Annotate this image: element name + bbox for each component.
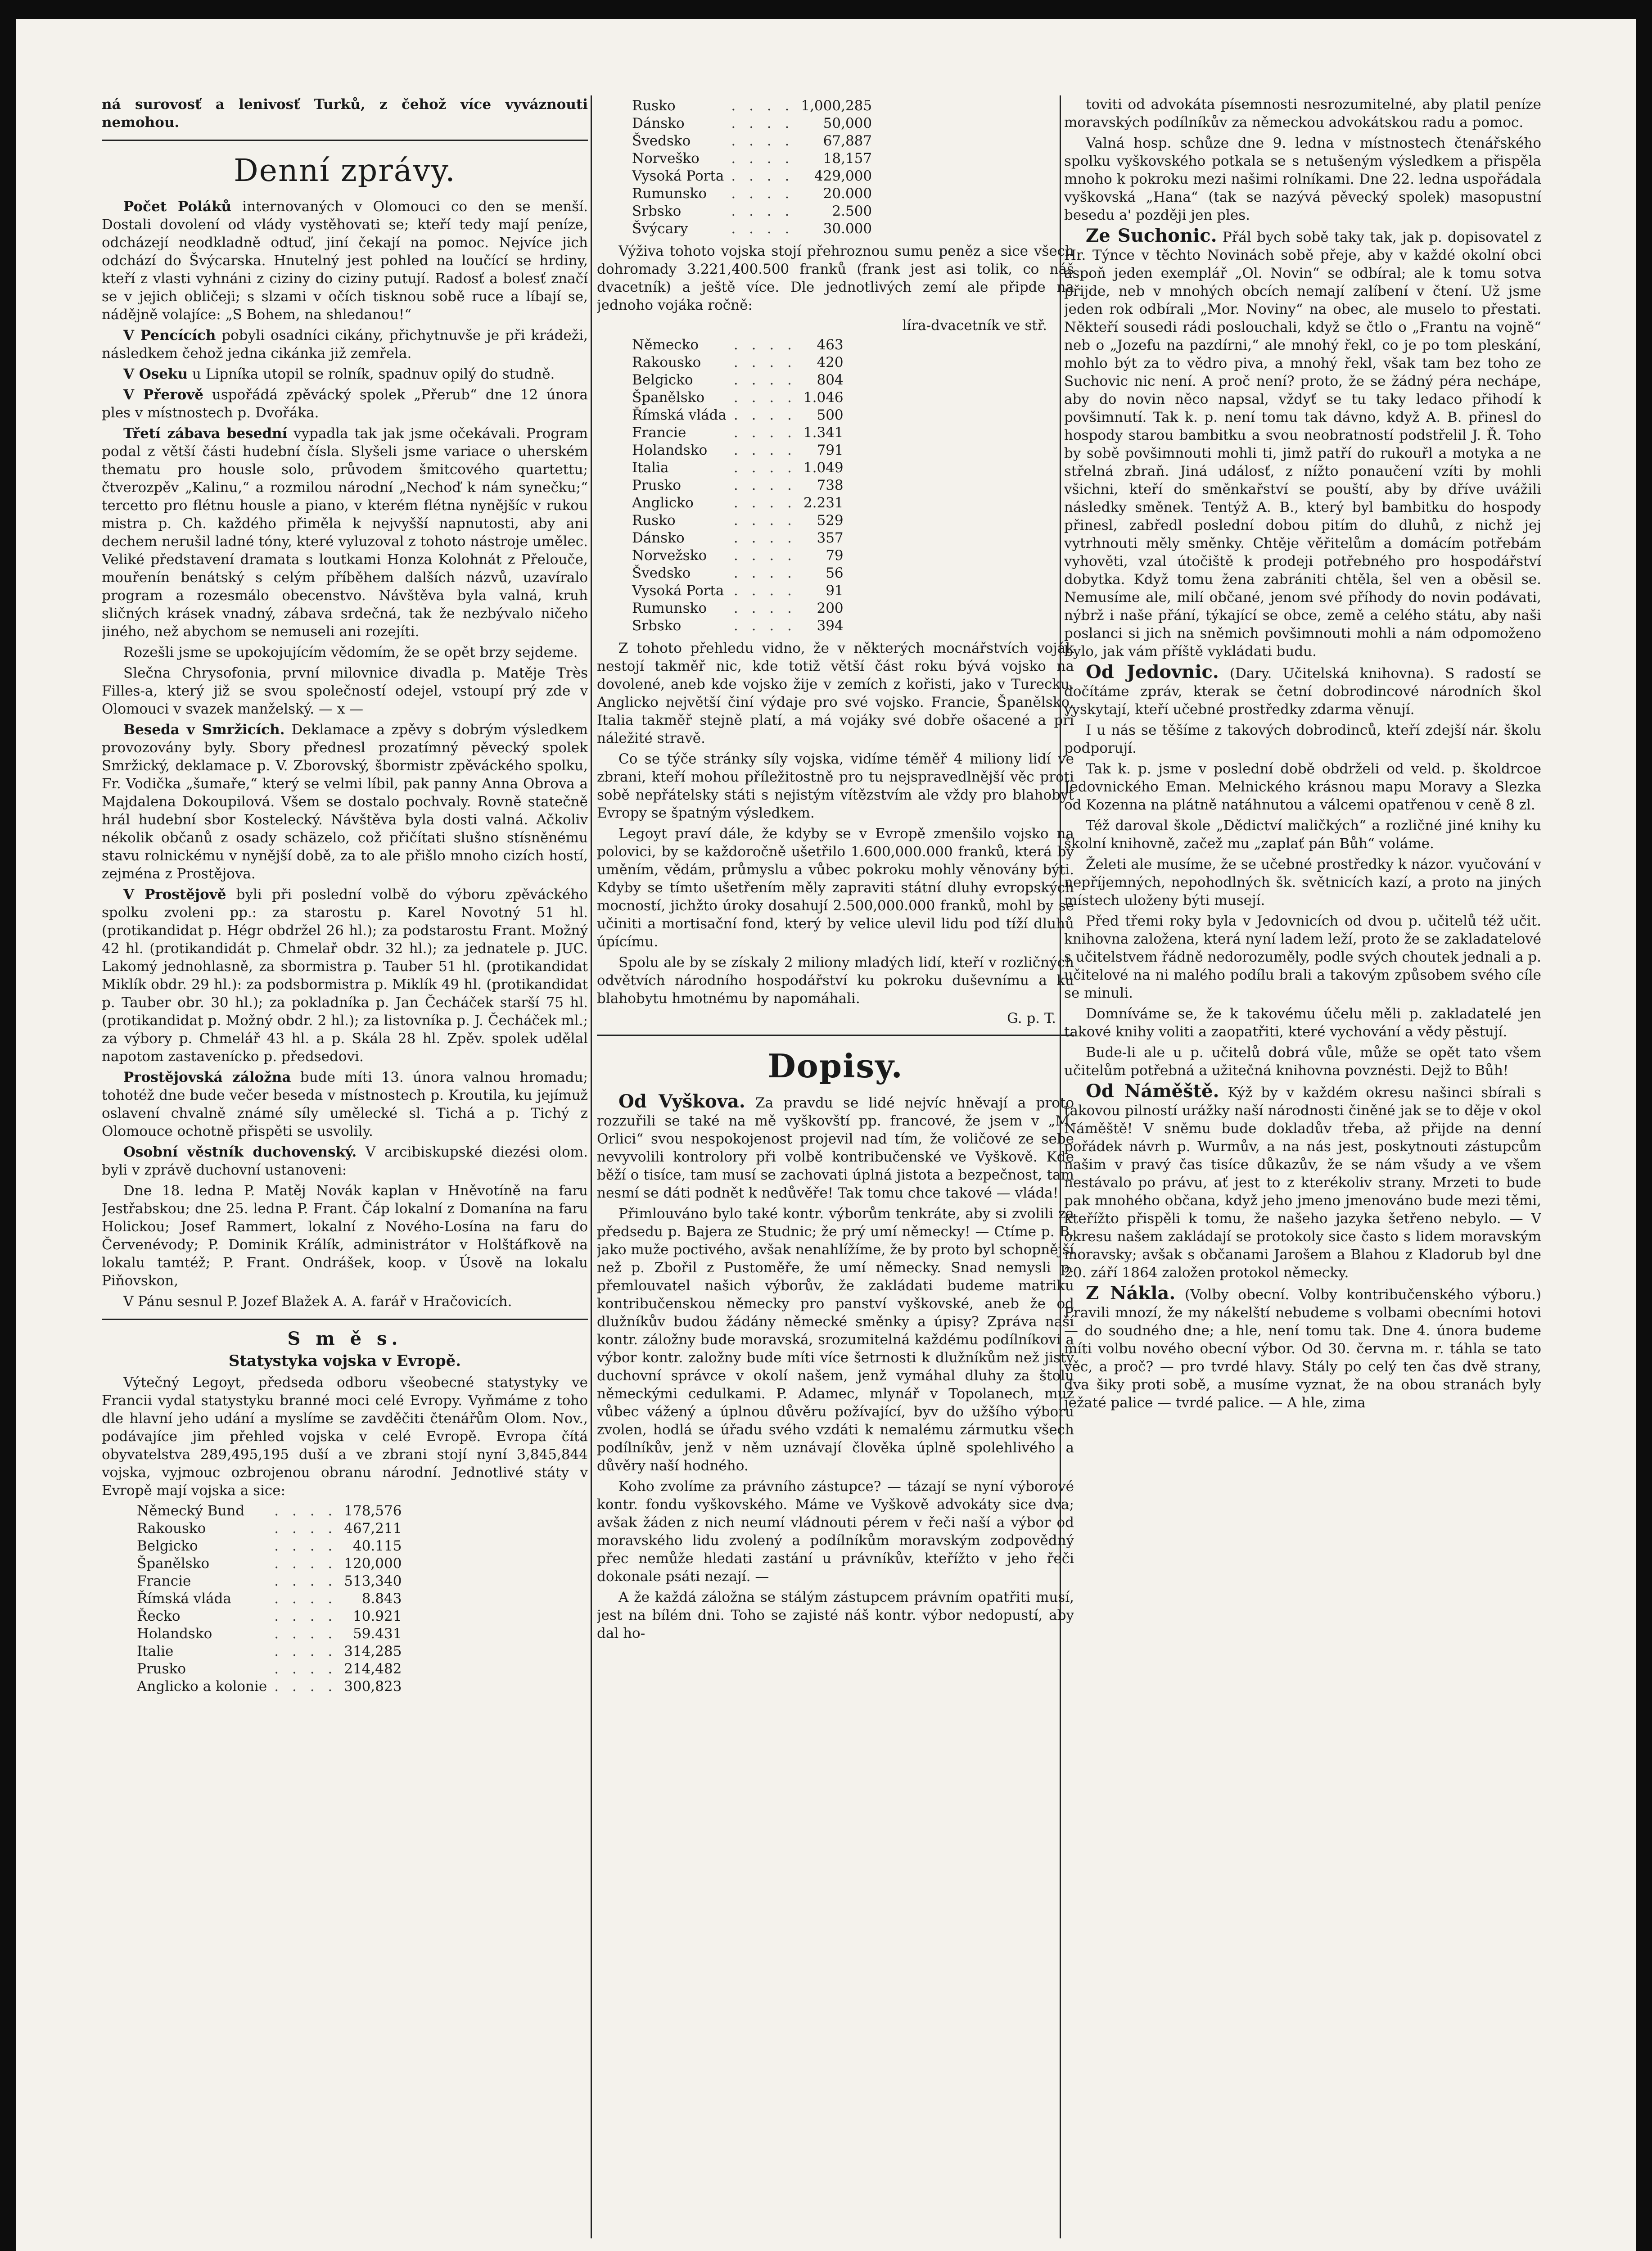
paragraph-lead: Počet Poláků — [123, 199, 232, 215]
paragraph-lead: Od Náměště. — [1086, 1080, 1219, 1102]
table-row — [133, 1555, 405, 1573]
column-middle — [597, 95, 1074, 2238]
army-table-cont-wrap — [628, 97, 1074, 238]
paragraph-text: (Volby obecní. Volby kontribučenského výboru.) Pravili mnozí, že my nákelští nebudeme s volbami obecními hotovi — do soudného dne; a hle, není tomu tak. Dne 4. února budeme míti volbu nového obecní výbor. Od 30. června m. r. táhla se tato věc, a proč? — pro tvrdé hlavy. Stály po celý ten čas dvě strany, dva šiky proti sobě, a musíme vyznat, že na obou stranách byly ježaté palice — tvrdé palice. — A hle, zima — [1064, 1287, 1541, 1411]
news-paragraph — [102, 664, 588, 718]
paragraph-text: I u nás se těšíme z takových dobrodinců, kteří zdejší nár. školu podporují. — [1064, 722, 1541, 756]
army-table-continued — [628, 97, 876, 238]
news-paragraph — [102, 721, 588, 883]
section-rule — [102, 1319, 588, 1320]
table-row — [133, 1660, 405, 1678]
paragraph-text: Bude-li ale u p. učitelů dobrá vůle, může se opět tato všem učitelům potřebná a užitečná knihovna povznésti. Dejž to Bůh! — [1064, 1044, 1541, 1079]
table-row — [628, 477, 847, 494]
table-row — [628, 371, 847, 389]
column-left — [102, 95, 588, 2238]
news-paragraph — [1064, 1284, 1541, 1412]
country-name: Rumunsko — [632, 185, 707, 202]
leader-dots: . . . . — [733, 495, 796, 511]
country-name: Holandsko — [632, 442, 708, 458]
paragraph-text: bude míti 13. února valnou hromadu; tohotéž dne bude večer beseda v místnostech p. Kroutila, ku jejímuž oslavení chvalně známé síly umělecké sl. Tichá a p. Tichý z Olomouce ochotně přispěti se usvolily. — [102, 1069, 588, 1139]
country-value: 20.000 — [823, 185, 872, 202]
country-value: 804 — [817, 372, 844, 388]
table-row — [628, 582, 847, 600]
news-paragraph — [102, 1068, 588, 1140]
article-paragraph: Spolu ale by se získaly 2 miliony mladých lidí, kteří v rozličných odvětvích národního hospodářství ku pokroku duševnímu a ku blahobytu hmotnému by napomáhali. — [597, 954, 1074, 1007]
country-name: Francie — [632, 425, 686, 441]
table-row — [628, 97, 876, 115]
table-row — [628, 407, 847, 424]
table-row — [628, 442, 847, 459]
country-name: Španělsko — [137, 1555, 210, 1572]
food-table-wrap — [628, 336, 1074, 635]
country-name: Srbsko — [632, 618, 682, 634]
leader-dots: . . . . — [274, 1678, 337, 1695]
paragraph-text: Tak k. p. jsme v poslední době obdrželi od veld. p. školdrcoe Jedovnického Eman. Melnického krásnou mapu Moravy a Slezka od Kozenna na plátně natáhnutou a válcemi opatřenou v ceně 8 zl. — [1064, 761, 1541, 813]
country-value: 529 — [817, 512, 844, 529]
paragraph-text: Slečna Chrysofonia, první milovnice divadla p. Matěje Très Filles-a, který již se svou společností odejel, vstoupí prý zde v Olomouci v svazek manželský. — x — — [102, 665, 588, 717]
country-name: Španělsko — [632, 389, 705, 406]
leader-dots: . . . . — [733, 372, 796, 388]
leader-dots: . . . . — [274, 1643, 337, 1659]
country-name: Řecko — [137, 1608, 181, 1624]
news-paragraph — [102, 365, 588, 383]
paragraph-text: Rozešli jsme se upokojujícím vědomím, že se opět brzy sejdeme. — [123, 644, 578, 660]
paragraph-lead: V Přerově — [123, 387, 203, 403]
country-value: 429,000 — [814, 168, 872, 184]
table-row — [628, 600, 847, 617]
leader-dots: . . . . — [274, 1573, 337, 1589]
news-paragraph — [102, 326, 588, 362]
country-value: 200 — [817, 600, 844, 616]
country-value: 1.049 — [803, 460, 844, 476]
leader-dots: . . . . — [733, 337, 796, 353]
table-row — [628, 494, 847, 512]
paragraph-text: pobyli osadníci cikány, přichytnuvše je při krádeži, následkem čehož jedna cikánka již zemřela. — [102, 327, 588, 362]
article-text: Výživa tohoto vojska stojí přehroznou sumu peněz a sice všech dohromady 3.221,400.500 franků (frank jest asi tolik, co náš dvacetník) a ještě více. Dle jednotlivých zemí ale připde na jednoho vojáka ročně: — [597, 243, 1074, 313]
country-value: 394 — [817, 618, 844, 634]
news-paragraph — [597, 1205, 1074, 1475]
country-value: 91 — [826, 583, 844, 599]
country-name: Srbsko — [632, 203, 682, 219]
paragraph-lead: V Pencících — [123, 327, 216, 344]
country-value: 214,482 — [344, 1661, 402, 1677]
news-paragraph — [1064, 1005, 1541, 1041]
table-row — [628, 529, 847, 547]
paragraph-text: Přimlouváno bylo také kontr. výborům tenkráte, aby si zvolili za předsedu p. Bajera ze Studnic; že prý umí německy! — Ctíme p. B. jako muže poctivého, avšak nenahlížíme, že by proto byl schopnější než p. Zbořil z Pustoměře, že umí německy. Snad nemysli p. přemlouvatel našich výborův, že zakládati budeme matriku kontribučenskou německy pro panství vyškovské, aneb že od dlužníkův budou žádány německé směnky a úpisy? Zpráva naší kontr. záložny bude moravská, srozumitelná každému podílníkovi a výbor kontr. založny bude míti více šetrnosti k dlužníkům než jistý duchovní správce v okolí našem, jenž vymáhal dluhy za štolu německými cedulkami. P. Adamec, mlynář v Topolanech, muž vůbec vážený a úplnou důvěru požívající, byv do užšího výboru zvolen, hodlá se úřadu svého vzdáti k nemalému zármutku všech podílníkův, jenž v něm uznávají člověka úplně spolehlivého a důvěry naší hodného. — [597, 1206, 1074, 1474]
country-value: 1,000,285 — [801, 98, 872, 114]
leader-dots: . . . . — [274, 1520, 337, 1537]
leader-dots: . . . . — [733, 547, 796, 564]
leader-dots: . . . . — [731, 115, 794, 131]
paragraph-text: Přál bych sobě taky tak, jak p. dopisovatel z Hr. Týnce v těchto Novinách sobě přeje, aby v každé okolní obci aspoň jeden exemplář „Ol. Novin“ se odbíral; ale k tomu sotva přijde, neb v mnohých obcích nemají zalíbení v čtení. Už jsme jeden rok odbírali „Mor. Noviny“ na obec, ale muselo to přestati. Někteří sousedi rádi poslouchali, když se čtlo o „Frantu na vojně“ neb o „Jozefu na pazdírni,“ ale mnohý řekl, co je po tom pleskání, mohlo být za to vědro piva, a mnohý řekl, však tam bez toho ze Suchovic nic není. A proč není? proto, že se žádný péra nechápe, aby do novin něco napsal, vždyť se tu taky ledaco přihodí k povšimnutí. Tak k. p. není tomu tak dávno, když A. B. přinesl do hospody starou bambitku a svou neobratností podstřelil J. Ř. Toho by sobě povšimnouti mohli ti, jimž patří do rukouřl a motyka a ne střelná zbraň. Jiná událosť, z nížto ponaučení vzíti by mohli všichni, kteří do směnkařství se pouští, aby by dříve uvážili následky směnek. Tentýž A. B., který byl bambitku do hospody přinesl, zabředl poslední dobou pitím do dluhů, z nichž jej vytrhnouti měly směnky. Chtěje věřitelům a domácím potřebám vyhověti, vzal útočiště k prodeji potřebného pro hospodářství dobytka. Když tomu žena zabrániti chtěla, šel ven a oběsil se. Nemusíme ale, milí občané, jenom své příhody do novin podávati, nýbrž i naše přání, týkající se obce, země a celého státu, aby naši poslanci si jich na sněmich povšimnouti mohli a nám odpomoženo bylo, jak vám příště vykládati budu. — [1064, 229, 1541, 660]
leader-dots: . . . . — [733, 442, 796, 458]
leader-dots: . . . . — [274, 1626, 337, 1642]
table-row — [133, 1502, 405, 1520]
paragraph-text: Domníváme se, že k takovému účelu měli p. zakladatelé jen takové knihy voliti a zaopatřiti, které vychování a vědy pěstují. — [1064, 1006, 1541, 1040]
news-paragraph — [1064, 760, 1541, 814]
leader-dots: . . . . — [733, 460, 796, 476]
news-paragraph — [102, 643, 588, 661]
leader-dots: . . . . — [733, 530, 796, 546]
news-paragraph — [102, 1143, 588, 1179]
leader-dots: . . . . — [733, 618, 796, 634]
paragraph-text: V arcibiskupské diezési olom. byli v zprávě duchovní ustanoveni: — [102, 1144, 588, 1178]
paragraph-text: Deklamace a zpěvy s dobrým výsledkem provozovány byly. Sbory přednesl prozatímný pěvecký spolek Smržický, deklamace p. V. Zborovský, šbormistr zpěváckého spolku, Fr. Vodička „šumaře,“ který se velmi líbil, pak panny Anna Obrova a Majdalena Dokoupilová. Všem se dostalo pochvaly. Rovně statečně hrál hudební sbor Kostelecký. Návštěva byla dosti valná. Ačkoliv nékolik občanů z osady schäzelo, což přičítati slušno stísněnému stavu rolnickému v nynější době, za to ale přišlo mnoho cizích hostí, zejména z Prostějova. — [102, 722, 588, 882]
news-paragraph — [102, 425, 588, 641]
table-row — [628, 336, 847, 354]
article-paragraph: Co se týče stránky síly vojska, vidíme téměř 4 miliony lidí ve zbrani, kteří mohou příležitostně pro tu nejspravedlnější věc proti sobě nepřátelsky státi s nejistým vítězstvím ale vždy pro blahobyt Evropy se špatným výsledkem. — [597, 751, 1074, 821]
paragraph-lead: Osobní věstník duchovenský. — [123, 1144, 357, 1160]
article-paragraph: Z tohoto přehledu vidno, že v některých mocnářstvích voják nestojí takměř nic, kde totiž větší část roku bývá vojsko na dovolené, aneb kde vojsko žije v zemích z kořisti, jako v Turecku. Anglicko největší činí výdaje pro své vojsko. Francie, Španělsko, Italia takměř stejně platí, a má vojáky své dobře ošacené a při náležité stravě. — [597, 640, 1074, 746]
country-value: 120,000 — [344, 1555, 402, 1572]
country-name: Švedsko — [632, 565, 691, 581]
leader-dots: . . . . — [274, 1503, 337, 1519]
country-name: Švedsko — [632, 133, 691, 149]
intro-text: ná surovosť a lenivosť Turků, z čehož více vyváznouti nemohou. — [102, 96, 588, 131]
section-title-denni-zpravy: Denní zprávy. — [234, 153, 456, 189]
leader-dots: . . . . — [731, 203, 794, 219]
country-name: Rakousko — [632, 354, 701, 371]
leader-dots: . . . . — [733, 583, 796, 599]
leader-dots: . . . . — [733, 389, 796, 406]
table-row — [133, 1643, 405, 1660]
table-row — [133, 1678, 405, 1695]
leader-dots: . . . . — [733, 407, 796, 423]
country-name: Švýcary — [632, 221, 688, 237]
section-rule — [102, 140, 588, 141]
leader-dots: . . . . — [274, 1608, 337, 1624]
country-name: Vysoká Porta — [632, 168, 724, 184]
table-row — [628, 459, 847, 477]
country-value: 2.500 — [832, 203, 872, 219]
table-row — [133, 1537, 405, 1555]
leader-dots: . . . . — [731, 168, 794, 184]
section-title-dopisy: Dopisy. — [767, 1047, 903, 1085]
paragraph-lead: Od Jedovnic. — [1086, 661, 1219, 683]
leader-dots: . . . . — [731, 185, 794, 202]
table-row — [628, 185, 876, 203]
news-paragraph — [1064, 134, 1541, 224]
leader-dots: . . . . — [274, 1538, 337, 1554]
table-row — [628, 512, 847, 529]
country-value: 500 — [817, 407, 844, 423]
table-row — [628, 354, 847, 371]
table-row — [133, 1608, 405, 1625]
army-table — [133, 1502, 405, 1695]
news-paragraph — [102, 386, 588, 422]
leader-dots: . . . . — [733, 425, 796, 441]
news-paragraph — [102, 1293, 588, 1311]
country-name: Německo — [632, 337, 699, 353]
country-value: 791 — [817, 442, 844, 458]
country-name: Anglicko a kolonie — [137, 1678, 267, 1695]
paragraph-lead: Třetí zábava besední — [123, 425, 288, 442]
letters-list-continued — [1064, 95, 1541, 1412]
country-name: Rumunsko — [632, 600, 707, 616]
news-paragraph — [102, 886, 588, 1066]
country-value: 357 — [817, 530, 844, 546]
country-value: 513,340 — [344, 1573, 402, 1589]
leader-dots: . . . . — [733, 354, 796, 371]
country-value: 18,157 — [823, 150, 872, 167]
table-row — [628, 115, 876, 132]
article-text: Výtečný Legoyt, předseda odboru všeobecné statystyky ve Francii vydal statystyku branné moci celé Evropy. Vyňmáme z toho dle hlavní jeho udání a myslíme se zavděčiti čtenářům Olom. Nov., podávajíce jim přehled vojska v celé Evropě. Evropa čítá obyvatelstva 289,495,195 duší a ve zbrani stojí nyní 3,845,844 vojska, vyjmouc ozbrojenou obranu národní. Jednotlivé státy v Evropě mají vojska a sice: — [102, 1374, 588, 1499]
leader-dots: . . . . — [731, 133, 794, 149]
paragraph-text: Za pravdu se lidé nejvíc hněvají a proto rozzuřili se také na mě vyškovští pp. francové, že jsem v „M. Orlici“ svou nespokojenost projevil nad tím, že voličové ze sebe nevyvolili kontrolory při volbě kontribučenské ve Vyškově. Kde běží o tisíce, tam musí se zachovati úplná jistota a bezpečnost, tam nesmí se dáti podnět k nedůvěře! Tak tomu chce takové — vláda! — [597, 1095, 1074, 1201]
country-name: Holandsko — [137, 1626, 212, 1642]
paragraph-text: byli při poslední volbě do výboru zpěváckého spolku zvoleni pp.: za starostu p. Karel Novotný 51 hl. (protikandidat p. Hégr obdržel 26 hl.); za podstarostu Frant. Možný 42 hl. (protikandidát p. Chmelař obdr. 32 hl.); za jednatele p. JUC. Lakomý jednohlasně, za sbormistra p. Tauber 51 hl. (protikandidat Miklík obdr. 29 hl.): za podsbormistra p. Miklík 49 hl. (protikandidat p. Tauber obr. 30 hl.); za pokladníka p. Jan Čecháček starší 75 hl. (protikandidat p. Možný obdr. 2 hl.); za listovníka p. J. Čecháček ml.; za výbory p. Chmelář 43 hl. a p. Skála 28 hl. Zpěv. spolek udělal napotom zastavenícko p. předsedovi. — [102, 886, 588, 1065]
news-paragraph — [597, 1478, 1074, 1586]
news-paragraph — [102, 198, 588, 324]
table-row — [628, 203, 876, 220]
news-paragraph — [1064, 1082, 1541, 1282]
country-name: Prusko — [632, 477, 681, 493]
paragraph-text: Dne 18. ledna P. Matěj Novák kaplan v Hněvotíně na faru Jestřabskou; dne 25. ledna P. Frant. Čáp lokalní z Domanína na faru Holickou; Josef Rammert, lokalní z Nového-Losína na faru do Červenévody; P. Dominik Králík, administrátor v Holštáfkově na lokalu tamtéž; P. Frant. Ondrášek, koop. v Úsově na lokalu Piňovskon, — [102, 1183, 588, 1289]
table-header: líra-dvacetník ve stř. — [902, 317, 1047, 334]
country-value: 300,823 — [344, 1678, 402, 1695]
leader-dots: . . . . — [731, 98, 794, 114]
paragraph-text: Též daroval škole „Dědictví maličkých“ a rozličné jiné knihy ku školní knihovně, začež mu „zaplať pán Bůh“ voláme. — [1064, 818, 1541, 852]
leader-dots: . . . . — [733, 600, 796, 616]
column-right — [1064, 95, 1541, 2238]
table-row — [133, 1625, 405, 1643]
country-value: 467,211 — [344, 1520, 402, 1537]
section-rule — [597, 1035, 1074, 1036]
news-paragraph — [1064, 95, 1541, 131]
paragraph-text: Koho zvolíme za právního zástupce? — tázají se nyní výborové kontr. fondu vyškovského. Máme ve Vyškově advokáty sice dva; avšak žáden z nich neumí vládnouti pérem v řeči naší a výbor od moravského lidu zvolený a podílníkům moravským zodpovědný přec nemůže hledati zastání u právníkův, kteřížto v jeho řeči dokonale psáti nezají. — — [597, 1478, 1074, 1585]
paragraph-lead: Z Nákla. — [1086, 1283, 1176, 1304]
table-row — [628, 389, 847, 407]
country-value: 178,576 — [344, 1503, 402, 1519]
table-row — [628, 167, 876, 185]
paragraph-text: vypadla tak jak jsme očekávali. Program podal z větší části hudební čísla. Slyšeli jsme variace o uherském thematu pro housle solo, průvodem šmitcového quartettu; čtverozpěv „Kalinu,“ a rozmilou národní „Nechoď k nám synečku;“ tercetto pro flétnu housle a piano, v kterém flétna nynějšíc v rukou mistra p. Ch. každého přiměla k nejvyšší napnutosti, aby ani dechem nerušil ladné tóny, které vyluzoval z tohoto nástroje umělec. Veliké představení dramata s loutkami Honza Kolohnát z Přelouče, mouřenín benátský s celým příběhem dalších názvů, uzavíralo program a rozesmálo obecenstvo. Návštěva byla valná, kruh sličných krásek vnadný, zábava srdečná, tak že nezbývalo ničeho jiného, než abychom se nemuseli ani rozejíti. — [102, 425, 588, 640]
table-row — [133, 1590, 405, 1608]
country-name: Rakousko — [137, 1520, 206, 1537]
paragraph-lead: Prostějovská záložna — [123, 1069, 291, 1085]
country-value: 1.046 — [803, 389, 844, 406]
country-name: Prusko — [137, 1661, 186, 1677]
paragraph-lead: Beseda v Smržicích. — [123, 722, 285, 738]
table-row — [628, 220, 876, 238]
table-row — [628, 150, 876, 167]
leader-dots: . . . . — [274, 1591, 337, 1607]
country-name: Norveško — [632, 150, 700, 167]
country-value: 30.000 — [823, 221, 872, 237]
paragraph-lead: Ze Suchonic. — [1086, 225, 1217, 246]
table-row — [628, 547, 847, 565]
paragraph-text: A že každá záložna se stálým zástupcem právním opatřiti musí, jest na bílém dni. Toho se zajisté náš kontr. výbor nedopustí, aby dal ho- — [597, 1589, 1074, 1641]
signature: G. p. T. — [1007, 1010, 1056, 1026]
country-value: 314,285 — [344, 1643, 402, 1659]
paragraph-text: Želeti ale musíme, že se učebné prostředky k názor. vyučování v nepříjemných, nepohodlných šk. světnicích kazí, a proto na jiných místech uloženy býti musejí. — [1064, 856, 1541, 909]
paragraph-lead: Od Vyškova. — [618, 1091, 745, 1112]
leader-dots: . . . . — [733, 565, 796, 581]
paragraph-text: V Pánu sesnul P. Jozef Blažek A. A. farář v Hračovicích. — [123, 1293, 512, 1310]
news-paragraph — [1064, 912, 1541, 1002]
food-cost-table — [628, 336, 847, 635]
news-paragraph — [1064, 663, 1541, 719]
news-paragraph — [597, 1588, 1074, 1642]
newspaper-page — [16, 19, 1636, 2251]
country-name: Dánsko — [632, 530, 685, 546]
news-paragraph — [102, 1182, 588, 1290]
leader-dots: . . . . — [731, 150, 794, 167]
country-value: 738 — [817, 477, 844, 493]
paragraph-text: Kýž by v každém okresu našinci sbírali s takovou pilností urážky naší národnosti činěné jak se to děje v okol Náměště! V sněmu bude dokladův třeba, až přijde na denní pořádek návrh p. Wurmův, a na nás jest, poskytnouti zástupcům našim v pravý čas tisíce důkazův, že se nám všudy a ve všem nestávalo po právu, ať jest to z kterékoliv strany. Mrzeti to bude pak mnohého občana, když jeho jmeno jmenováno bude mezi těmi, kteřížto přispěli k tomu, že našeho jazyka šetřeno nebylo. — V okresu našem zakládají se protokoly sice často s lidem moravským moravsky; avšak s občanami Jarošem a Blahou z Kladorub byl dne 20. září 1864 založen protokol německy. — [1064, 1085, 1541, 1281]
paragraph-text: u Lipníka utopil se rolník, spadnuv opilý do studně. — [188, 366, 555, 382]
paragraph-text: Valná hosp. schůze dne 9. ledna v místnostech čtenářského spolku vyškovského potkala se s netušeným výsledkem a přispěla mnoho k pokroku mezi našimi rolníkami. Dne 22. ledna uspořádala vyškovská „Hana“ (tak se nazývá pěvecký spolek) masopustní besedu a' později jen ples. — [1064, 135, 1541, 223]
paragraph-lead: V Oseku — [123, 366, 188, 382]
leader-dots: . . . . — [274, 1661, 337, 1677]
country-value: 59.431 — [352, 1626, 402, 1642]
paragraph-text: internovaných v Olomouci co den se menší. Dostali dovolení od vlády vystěhovati se; kteří tedy mají peníze, odcházejí neodkladně odtuď, jiní čekají na pomoc. Nejvíce jich odchází do Švýcarska. Hnutelný jest pohled na loučící se hrdiny, kteří z vlasti vyhnáni z ciziny do ciziny putují. Radosť a bolesť značí se v jejich obličeji; s slzami v očích tisknou sobě ruce a líbají se, nádějně volajíce: „S Bohem, na shledanou!“ — [102, 199, 588, 323]
country-value: 2.231 — [803, 495, 844, 511]
table-row — [133, 1520, 405, 1537]
country-value: 463 — [817, 337, 844, 353]
country-name: Italie — [137, 1643, 174, 1659]
country-name: Norvežsko — [632, 547, 707, 564]
news-paragraph — [1064, 817, 1541, 853]
leader-dots: . . . . — [274, 1555, 337, 1572]
country-name: Italia — [632, 460, 669, 476]
country-value: 40.115 — [352, 1538, 402, 1554]
paragraph-lead: V Prostějově — [123, 886, 226, 903]
country-value: 8.843 — [361, 1591, 402, 1607]
leader-dots: . . . . — [733, 512, 796, 529]
country-name: Belgicko — [137, 1538, 198, 1554]
article-paragraphs — [597, 639, 1074, 1008]
country-value: 420 — [817, 354, 844, 371]
country-name: Římská vláda — [632, 407, 727, 423]
country-value: 79 — [826, 547, 844, 564]
news-paragraph — [1064, 1044, 1541, 1080]
letters-list — [597, 1093, 1074, 1642]
news-paragraph — [1064, 855, 1541, 909]
table-row — [628, 617, 847, 635]
table-row — [133, 1573, 405, 1590]
country-name: Německý Bund — [137, 1503, 245, 1519]
news-paragraph — [597, 1093, 1074, 1202]
table-row — [628, 132, 876, 150]
army-table-wrap — [133, 1502, 588, 1695]
country-name: Římská vláda — [137, 1591, 231, 1607]
leader-dots: . . . . — [731, 221, 794, 237]
news-paragraph — [1064, 227, 1541, 660]
country-name: Anglicko — [632, 495, 694, 511]
paragraph-text: toviti od advokáta písemnosti nesrozumitelné, aby platil peníze moravských podílníkův za německou advokátskou radu a pomoc. — [1064, 96, 1541, 131]
country-name: Dánsko — [632, 115, 685, 131]
country-value: 50,000 — [823, 115, 872, 131]
country-name: Francie — [137, 1573, 191, 1589]
paragraph-text: uspořádá zpěvácký spolek „Přerub“ dne 12 února ples v místnostech p. Dvořáka. — [102, 387, 588, 421]
section-title-smes: S m ě s. — [287, 1328, 402, 1349]
column-rule — [591, 95, 592, 2238]
paragraph-text: (Dary. Učitelská knihovna). S radostí se dočítáme zpráv, kterak se četní dobrodincové národních škol vyskytají, kteří učebné prostředky zdarma věnují. — [1064, 665, 1541, 718]
country-name: Rusko — [632, 98, 676, 114]
country-value: 1.341 — [803, 425, 844, 441]
news-list — [102, 198, 588, 1311]
table-row — [628, 565, 847, 582]
country-name: Vysoká Porta — [632, 583, 724, 599]
paragraph-text: Před třemi roky byla v Jedovnicích od dvou p. učitelů též učit. knihovna založena, která nyní ladem leží, proto že se zakladatelové s učitelstvem řádně nedorozuměly, podle svých choutek jednali a p. učitelové na ni malého podílu brali a takovým způsobem svého cíle se minuli. — [1064, 913, 1541, 1001]
article-title-statystyka: Statystyka vojska v Evropě. — [228, 1352, 461, 1370]
country-value: 10.921 — [352, 1608, 402, 1624]
country-name: Belgicko — [632, 372, 693, 388]
table-row — [628, 424, 847, 442]
leader-dots: . . . . — [733, 477, 796, 493]
article-paragraph: Legoyt praví dále, že kdyby se v Evropě zmenšilo vojsko na polovici, by se každoročně ušetřilo 1.600,000.000 franků, která by uměním, vědám, průmyslu a vůbec pokroku mohly věnovány býti. Kdyby se tímto ušetřením měly zapraviti státní dluhy evropských mocností, jichžto úroky dosahují 2.500,000.000 franků, mohl by se učiniti a mortisační fond, který by velice ulevil lidu pod tíží dluhů úpícímu. — [597, 826, 1074, 950]
country-name: Rusko — [632, 512, 676, 529]
country-value: 67,887 — [823, 133, 872, 149]
country-value: 56 — [826, 565, 844, 581]
news-paragraph — [1064, 721, 1541, 757]
